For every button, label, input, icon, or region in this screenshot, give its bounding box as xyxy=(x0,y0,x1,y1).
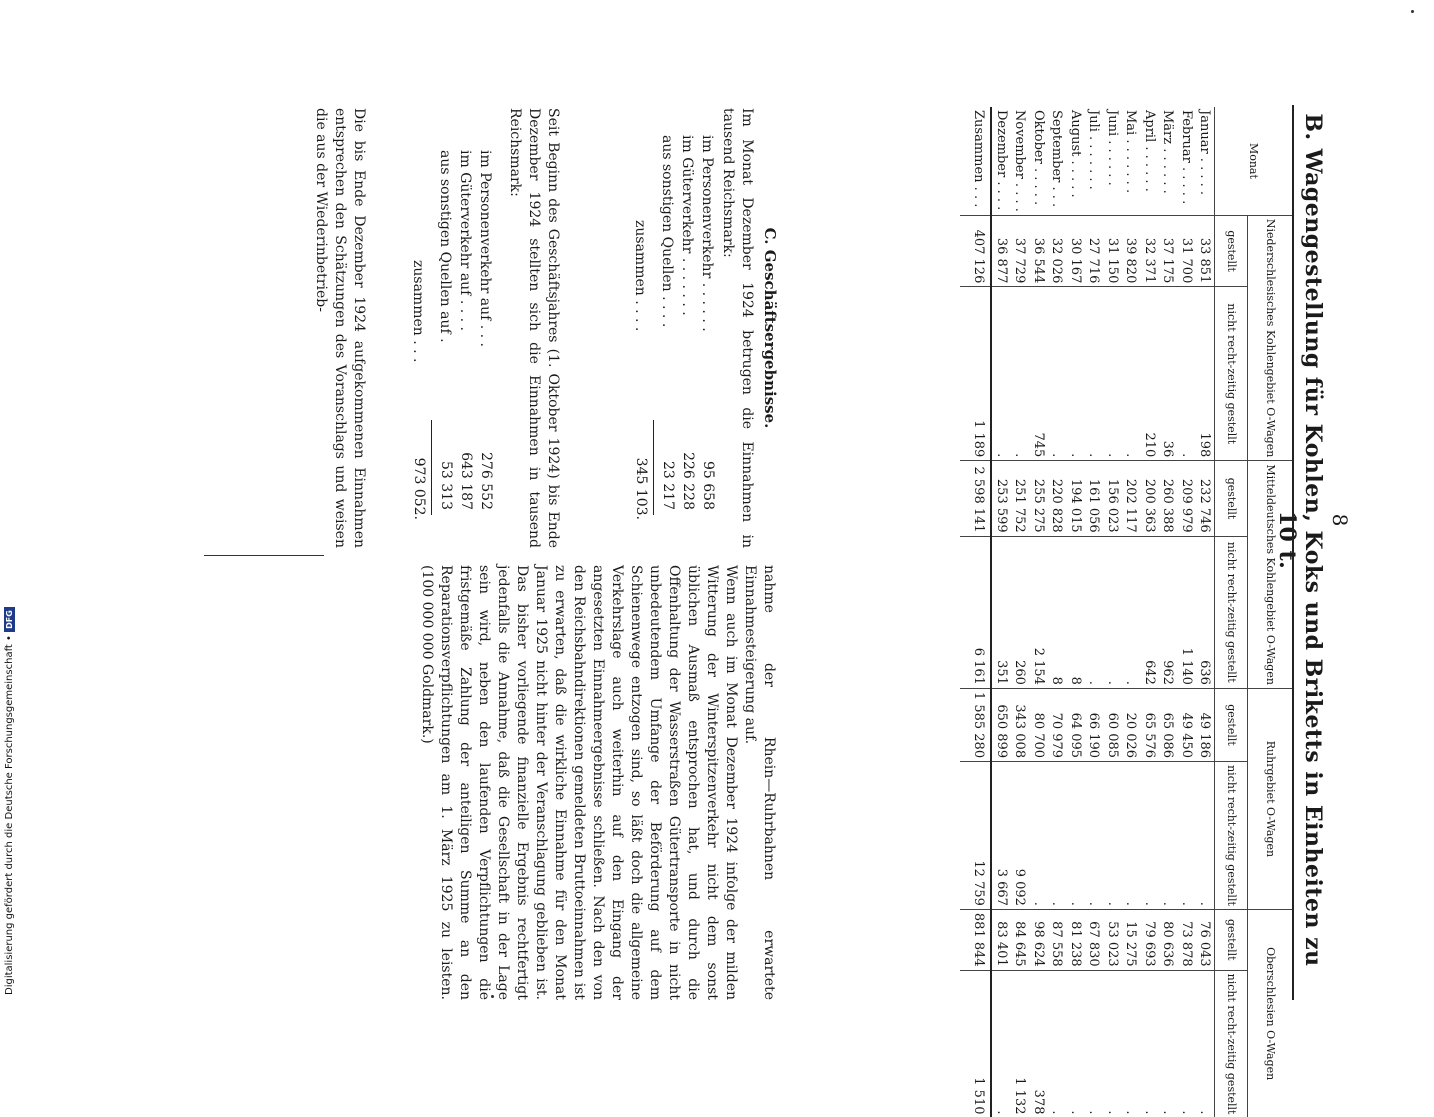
value-cell: 642 xyxy=(1140,536,1159,688)
value-cell: . xyxy=(991,287,1011,461)
table-row xyxy=(991,107,1011,1117)
paragraph-continuation: nahme der Rhein—Ruhrbahnen erwartete Einnahmesteigerung auf. xyxy=(742,565,777,1000)
footer-text: Digitalisierung gefördert durch die Deutsche Forschungsgemeinschaft xyxy=(4,644,15,995)
income-item-label: im Personenverkehr auf . . . xyxy=(477,150,493,347)
paragraph-outlook: Wenn auch im Monat Dezember 1924 infolge der milden Witterung der Winterspitzenverkehr nicht dem sonst üblichen Ausmaß entsprochen hat, und durch die Offenhaltung der Wasserstraßen Gütertransporte in nicht unbedeutendem Umfange der Beförderung auf dem Schienenwege entzogen sind, so läßt doch die allgemeine Verkehrslage auch weiterhin auf den Eingang der angesetzten Einnahmeergebnisse schließen. Nach den von den Reichsbahndirektionen gemeldeten Bruttoeinnahmen ist zu erwarten, daß die wirkliche Einnahme für den Monat Januar 1925 nicht hinter der Veranschlagung geblieben ist. Das bisher vorliegende finanzielle Ergebnis rechtfertigt jedenfalls die Annahme, daß die Gesellschaft in der Lage sein wird, neben den laufenden Verpflichtungen die fristgemäße Zahlung der anteiligen Summe an den Reparationsverpflichtungen am 1. März 1925 zu leisten. (100 000 000 Goldmark.) xyxy=(419,565,739,1000)
value-cell: . xyxy=(1178,1110,1194,1115)
table-row xyxy=(1140,107,1159,1117)
income-item-value: 95 658 xyxy=(700,461,716,510)
value-cell: 27 716 xyxy=(1085,215,1104,287)
month-cell: November . . . . xyxy=(1011,107,1030,215)
value-cell: 67 830 xyxy=(1085,909,1104,970)
sum-label: zusammen . . . . xyxy=(632,220,648,332)
value-cell: 9 092 xyxy=(1011,762,1030,910)
value-cell: 156 023 xyxy=(1103,461,1122,536)
value-cell: 650 899 xyxy=(991,688,1011,761)
value-cell: 8 xyxy=(1066,536,1085,688)
value-cell: 30 167 xyxy=(1066,215,1085,287)
value-cell: 378 xyxy=(1030,1089,1046,1115)
value-cell: 253 599 xyxy=(991,461,1011,536)
value-cell: 2 598 141 xyxy=(960,461,991,536)
vertical-rule xyxy=(204,555,324,556)
table-row xyxy=(1048,107,1067,1117)
value-cell: 60 085 xyxy=(1103,688,1122,761)
value-cell: . xyxy=(1141,1110,1157,1115)
stray-mark xyxy=(1411,10,1414,13)
value-cell: 343 008 xyxy=(1011,688,1030,761)
group-header: Niederschlesisches Kohlengebiet O-Wagen xyxy=(1248,215,1293,460)
value-cell: 15 275 xyxy=(1122,909,1141,970)
value-cell: . xyxy=(1122,287,1141,461)
group-header: Mitteldeutsches Kohlengebiet O-Wagen xyxy=(1248,461,1293,689)
value-cell: . xyxy=(1048,287,1067,461)
value-cell: . xyxy=(1048,762,1067,910)
value-cell: 6 161 xyxy=(960,536,991,688)
income-item-label: im Güterverkehr auf . . . . xyxy=(457,150,473,331)
value-cell: 65 576 xyxy=(1140,688,1159,761)
footer-credit: Digitalisierung gefördert durch die Deutsche Forschungsgemeinschaft • DFG xyxy=(4,607,15,995)
value-cell: 161 056 xyxy=(1085,461,1104,536)
value-cell: 220 828 xyxy=(1048,461,1067,536)
value-cell: 53 023 xyxy=(1103,909,1122,970)
table-row xyxy=(1122,107,1141,1117)
table-row xyxy=(1196,107,1215,1117)
value-cell: 232 746 xyxy=(1196,461,1215,536)
value-cell: . xyxy=(1196,762,1215,910)
value-cell: . xyxy=(1160,1110,1176,1115)
value-cell: 1 140 xyxy=(1177,536,1196,688)
value-cell: 36 544 xyxy=(1029,215,1048,287)
value-cell: 80 700 xyxy=(1029,688,1048,761)
value-cell: . xyxy=(1066,287,1085,461)
value-cell: 83 401 xyxy=(991,909,1011,970)
month-cell: Mai . . . . . . . xyxy=(1122,107,1141,215)
sum-rule xyxy=(431,420,432,515)
value-cell: 8 xyxy=(1048,536,1067,688)
income-item-value: 643 187 xyxy=(458,452,474,510)
month-cell: Dezember . . . . xyxy=(991,107,1011,215)
value-cell: 98 624 xyxy=(1029,909,1048,970)
sub-header: nicht recht-zeitig gestellt xyxy=(1215,970,1248,1117)
value-cell: 65 086 xyxy=(1159,688,1178,761)
value-cell: 198 xyxy=(1196,287,1215,461)
value-cell: 1 132 xyxy=(1012,1077,1028,1115)
value-cell: . xyxy=(1177,762,1196,910)
page-number: 8 xyxy=(1328,513,1352,527)
value-cell: . xyxy=(1085,287,1104,461)
value-cell: 209 979 xyxy=(1177,461,1196,536)
value-cell: 636 xyxy=(1196,536,1215,688)
value-cell: 251 752 xyxy=(1011,461,1030,536)
dfg-logo: DFG xyxy=(4,607,15,632)
value-cell: 260 388 xyxy=(1159,461,1178,536)
value-cell: 32 026 xyxy=(1048,215,1067,287)
value-cell: 194 015 xyxy=(1066,461,1085,536)
value-cell: 260 xyxy=(1011,536,1030,688)
table-row xyxy=(1011,107,1030,1117)
sum-label: zusammen . . . xyxy=(410,260,426,363)
income-item-value: 276 552 xyxy=(478,452,494,510)
value-cell: 351 xyxy=(991,536,1011,688)
section-heading: C. Geschäftsergebnisse. xyxy=(761,227,779,429)
value-cell: 210 xyxy=(1140,287,1159,461)
value-cell: 33 851 xyxy=(1196,215,1215,287)
wagon-table xyxy=(960,107,1292,1117)
col-header-month: Monat xyxy=(1215,107,1293,215)
value-cell: . xyxy=(1085,762,1104,910)
value-cell: 37 175 xyxy=(1159,215,1178,287)
group-header: Ruhrgebiet O-Wagen xyxy=(1248,688,1293,909)
table-title: B. Wagengestellung für Kohlen, Koks und Briketts in Einheiten zu 10 t. xyxy=(1274,113,1326,967)
value-cell: 1 510 xyxy=(960,970,991,1117)
value-cell: . xyxy=(1103,287,1122,461)
paragraph-estimates: Die bis Ende Dezember 1924 aufgekommenen Einnahmen entsprechen den Schätzungen des Voranschlags und weisen die aus der Wiederinbetrieb- xyxy=(313,108,367,548)
table-row xyxy=(1066,107,1085,1117)
sub-header: gestellt xyxy=(1215,688,1248,761)
month-cell: Juli . . . . . . . xyxy=(1085,107,1104,215)
sub-header: nicht recht-zeitig gestellt xyxy=(1215,536,1248,688)
month-cell: Oktober . . . . . xyxy=(1029,107,1048,215)
month-cell: September . . . xyxy=(1048,107,1067,215)
value-cell: 202 117 xyxy=(1122,461,1141,536)
value-cell: . xyxy=(1086,1110,1102,1115)
value-cell: 31 700 xyxy=(1177,215,1196,287)
value-cell: . xyxy=(1159,762,1178,910)
sum-rule xyxy=(653,420,654,515)
value-cell: 12 759 xyxy=(960,762,991,910)
paragraph-fiscal-income: Seit Beginn des Geschäftsjahres (1. Oktober 1924) bis Ende Dezember 1924 stellten sich die Einnahmen in tausend Reichsmark: xyxy=(507,108,561,548)
table-row xyxy=(1159,107,1178,1117)
table-row xyxy=(1085,107,1104,1117)
value-cell: . xyxy=(1104,1110,1120,1115)
month-cell: Januar . . . . . xyxy=(1196,107,1215,215)
sub-header: nicht recht-zeitig gestellt xyxy=(1215,762,1248,910)
value-cell: 87 558 xyxy=(1048,909,1067,970)
month-cell: August . . . . . xyxy=(1066,107,1085,215)
sum-value: 345 103. xyxy=(633,457,649,520)
value-cell: 1 585 280 xyxy=(960,688,991,761)
value-cell: . xyxy=(993,1110,1009,1115)
month-cell: April . . . . . . xyxy=(1140,107,1159,215)
value-cell: 255 275 xyxy=(1029,461,1048,536)
value-cell: 49 450 xyxy=(1177,688,1196,761)
value-cell: 36 877 xyxy=(991,215,1011,287)
sub-header: nicht recht-zeitig gestellt xyxy=(1215,287,1248,461)
sub-header: gestellt xyxy=(1215,909,1248,970)
value-cell: . xyxy=(1011,287,1030,461)
value-cell: . xyxy=(1049,1110,1065,1115)
value-cell: . xyxy=(1197,1110,1213,1115)
value-cell: . xyxy=(1122,762,1141,910)
value-cell: 962 xyxy=(1159,536,1178,688)
sum-value: 973 052. xyxy=(411,457,427,520)
month-cell: Juni . . . . . . xyxy=(1103,107,1122,215)
table-row xyxy=(1029,107,1048,1117)
income-item-value: 226 228 xyxy=(680,452,696,510)
value-cell: 3 667 xyxy=(991,762,1011,910)
value-cell: . xyxy=(1123,1110,1139,1115)
value-cell: 80 636 xyxy=(1159,909,1178,970)
value-cell: 200 363 xyxy=(1140,461,1159,536)
top-rule xyxy=(1292,105,1294,1000)
month-cell: März . . . . . . xyxy=(1159,107,1178,215)
value-cell: 32 371 xyxy=(1140,215,1159,287)
income-item-label: im Güterverkehr . . . . . . . xyxy=(679,135,695,316)
income-item-label: aus sonstigen Quellen . . . . xyxy=(659,135,675,328)
table-row xyxy=(1103,107,1122,1117)
value-cell: 81 238 xyxy=(1066,909,1085,970)
income-item-value: 23 217 xyxy=(660,461,676,510)
value-cell: 66 190 xyxy=(1085,688,1104,761)
value-cell: 2 154 xyxy=(1029,536,1048,688)
value-cell: 70 979 xyxy=(1048,688,1067,761)
sub-header: gestellt xyxy=(1215,461,1248,536)
value-cell: . xyxy=(1029,762,1048,910)
value-cell: . xyxy=(1103,762,1122,910)
value-cell: . xyxy=(1066,762,1085,910)
income-item-value: 53 313 xyxy=(438,461,454,510)
value-cell: 36 xyxy=(1159,287,1178,461)
value-cell: 407 126 xyxy=(960,215,991,287)
group-header: Oberschlesien O-Wagen xyxy=(1248,909,1293,1117)
value-cell: . xyxy=(1140,762,1159,910)
table-row xyxy=(1177,107,1196,1117)
value-cell: . xyxy=(1067,1110,1083,1115)
value-cell: 76 043 xyxy=(1196,909,1215,970)
value-cell: 64 095 xyxy=(1066,688,1085,761)
value-cell: 745 xyxy=(1029,287,1048,461)
value-cell: 79 693 xyxy=(1140,909,1159,970)
month-cell: Februar . . . . . xyxy=(1177,107,1196,215)
value-cell: 31 150 xyxy=(1103,215,1122,287)
income-item-label: aus sonstigen Quellen auf . xyxy=(437,150,453,343)
value-cell: 20 026 xyxy=(1122,688,1141,761)
value-cell: 84 645 xyxy=(1011,909,1030,970)
value-cell: 73 878 xyxy=(1177,909,1196,970)
value-cell: 37 729 xyxy=(1011,215,1030,287)
value-cell: 49 186 xyxy=(1196,688,1215,761)
value-cell: . xyxy=(1103,536,1122,688)
paragraph-monthly-income: Im Monat Dezember 1924 betrugen die Einnahmen in tausend Reichsmark: xyxy=(720,108,755,548)
value-cell: 39 820 xyxy=(1122,215,1141,287)
value-cell: 1 189 xyxy=(960,287,991,461)
value-cell: . xyxy=(1177,287,1196,461)
table-body xyxy=(960,107,1215,1117)
month-cell: Zusammen . . . xyxy=(960,107,991,215)
value-cell: 881 844 xyxy=(960,909,991,970)
value-cell: . xyxy=(1122,536,1141,688)
sub-header: gestellt xyxy=(1215,215,1248,287)
total-row xyxy=(960,107,991,1117)
value-cell: . xyxy=(1085,536,1104,688)
income-item-label: im Personenverkehr . . . . . . xyxy=(699,135,715,332)
